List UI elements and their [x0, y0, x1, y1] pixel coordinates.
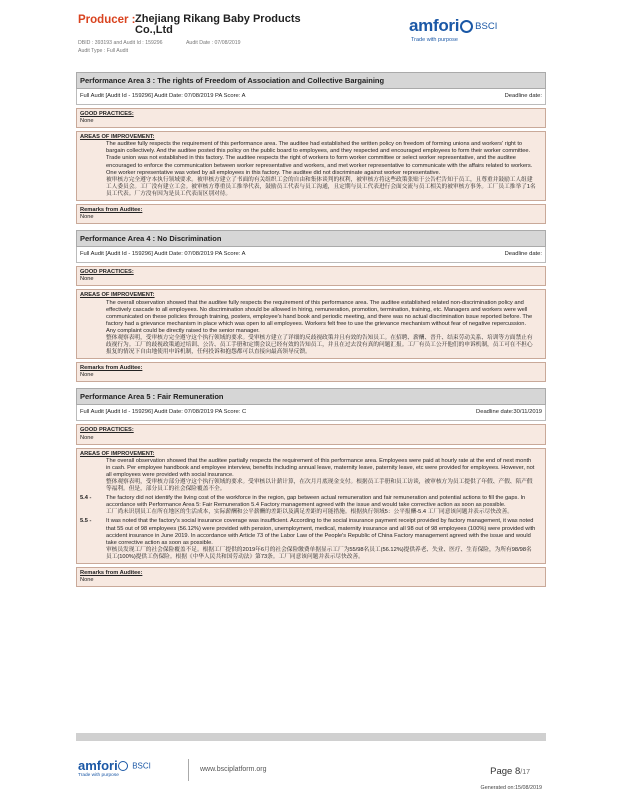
remarks-box [76, 567, 546, 587]
finding-number: 5.4 - [80, 495, 92, 502]
footer-logo-tagline: Trade with purpose [78, 773, 119, 778]
dbid-text: DBID : 393193 and Audit Id : 159296 [78, 40, 163, 46]
audit-date: Audit Date : 07/08/2019 [185, 40, 241, 46]
good-practices-label: GOOD PRACTICES: [80, 111, 134, 117]
finding-text-cn: 审核员发现工厂的社会保险覆盖不足。根据工厂提供的2019年6月的社会保险缴费单据显示工厂为55/98名员工(56.12%)提供养老、失业、医疗、生育保险，为所有98/98名员工(100%)提供工伤保险。根据《中华人民共和国劳动法》第73条。工厂同意该问题并表示尽快改善。 [106, 546, 532, 560]
areas-of-improvement-box [76, 448, 546, 564]
section-title: Performance Area 3 : The rights of Freedom of Association and Collective Bargaining [76, 72, 546, 89]
finding-number: 5.5 - [80, 518, 92, 525]
remarks-value: None [80, 372, 94, 379]
remarks-label: Remarks from Auditee: [80, 207, 143, 214]
report-body [76, 72, 546, 587]
areas-text-cn: 被审核方完全遵守本执行领域要求。被审核方建立了书面的有关组织工会的自由和集体谈判的权利，被审核方将这些政策张贴于公告栏告知于员工，且尊重并鼓励工人组建工人委员会。工厂没有建立工会。被审核方尊重员工推举代表，鼓励员工代表与员工沟通，且定期与员工代表进行会面交流与员工相关的被审核方事务。工厂员工推举了1名员工代表。厂方没有因为是员工代表而区别对待。 [106, 176, 536, 197]
performance-area-section [76, 388, 546, 587]
page-label: Page [490, 766, 513, 777]
audit-id-row [76, 247, 546, 263]
finding-text-en: The factory did not identify the living cost of the workforce in the region, gap between actual remuneration and fair remuneration and potential actions to fill the gaps. In accordance with Performance Area 5: Fair Remuneration 5.4 Factory management agreed with the issue and would take corrective action as soon as possible. [106, 495, 526, 509]
finding-text-cn: 工厂尚未识别员工在所在地区的生活成本，实际薪酬和公平薪酬的差距以及满足差距的可能措施。根据执行领域5：公平报酬-5.4 工厂同意该问题并表示尽快改善。 [106, 509, 513, 516]
audit-id-row [76, 89, 546, 105]
footer-logo-bsci: BSCI [132, 761, 151, 771]
page-number [490, 766, 530, 777]
audit-id-text: Full Audit [Audit Id - 159296] Audit Date: 07/08/2019 PA Score: C [80, 409, 247, 416]
footer-logo-wordmark: amfori [78, 758, 118, 773]
page-footer [78, 757, 548, 797]
finding-item [80, 518, 542, 561]
footer-logo-circle-icon [118, 761, 128, 771]
company-name: Zhejiang Rikang Baby Products Co.,Ltd [135, 13, 301, 36]
good-practices-box [76, 266, 546, 286]
horizontal-scrollbar[interactable] [76, 733, 546, 741]
audit-id-row [76, 405, 546, 421]
page-total: /17 [520, 769, 530, 776]
remarks-value: None [80, 214, 94, 221]
good-practices-value: None [80, 118, 94, 125]
areas-of-improvement-label: AREAS OF IMPROVEMENT: [80, 450, 155, 457]
areas-text-en: The overall observation showed that the auditee partially respects the requirement of this performance area. Employees were paid at hourly rate at the end of next month in cash. Per employee handbook and employee interview, benefits including annual leave, maternity leave, paternity leave, etc were provided for employees. However, not all employees were provided with social insurance. [106, 457, 535, 478]
good-practices-label: GOOD PRACTICES: [80, 427, 134, 434]
areas-text-cn: 整体观察表明，受审核方部分遵守这个执行领域的要求。受审核以计薪计算，在次月月底现金支付。根据员工手册和员工访谈，被审核方为员工提供了年假、产假、陪产假等福利。但是，部分员工的社会保险覆盖不全。 [106, 479, 533, 493]
good-practices-value: None [80, 434, 94, 441]
producer-label: Producer : [78, 14, 136, 26]
areas-text-en: The auditee fully respects the requirement of this performance area. The auditee had established the written policy on freedom of forming unions and workers' right to bargain collectively. And the auditee posted this policy on the public board to employees, and they respected and encouraged employees to form their worker committee. Trade union was not established in this factory. The auditee respects the right of workers to form worker committee or select worker representative, and the auditee encouraged to enforce the communication between worker representative and workers, and met worker representative to communicate with the affairs related to workers. One worker representative was voted by all employees in this factory. The auditee did not discriminate against worker representative. [106, 141, 533, 176]
remarks-box [76, 204, 546, 224]
areas-of-improvement-label: AREAS OF IMPROVEMENT: [80, 134, 155, 141]
deadline-date: Deadline date: [504, 93, 542, 99]
areas-text-en: The overall observation showed that the auditee fully respects the requirement of this performance area. The auditee established related non-discrimination policy and effectively cascade to all employees. No discrimination should be allowed in hiring, remuneration, promotion, termination, training, etc. Managers and workers were well communicated on these policies through training, posters, employee's hand book and periodic meeting, and there was no actual discrimination issue reported before. The factory had a grievance mechanism in place which was open to all employees. Workers felt free to use the grievance mechanism without fear of negative repercussion. Any complaint could be directly raised to the senior manager. [106, 299, 533, 334]
footer-website: www.bsciplatform.org [200, 766, 267, 773]
finding-text-en: It was noted that the factory's social insurance coverage was insufficient. According to the social insurance payment receipt provided by factory management, it was noted that 55 out of 98 employees (56.12%) were provided with pension, unemployment, medical, maternity insurance and all 98 out of 98 employees (100%) were provided with accident insurance in June 2019. In accordance with Article 73 of the Labor Law of the People's Republic of China Factory management agreed with the issue and would take corrective action as soon as possible. [106, 518, 536, 546]
good-practices-box [76, 424, 546, 444]
deadline-date: Deadline date: [504, 251, 542, 258]
audit-type: Audit Type : Full Audit [78, 48, 129, 54]
areas-of-improvement-box [76, 289, 546, 359]
page-current: 8 [514, 766, 521, 777]
good-practices-label: GOOD PRACTICES: [80, 269, 134, 276]
finding-item [80, 495, 542, 516]
logo-bsci: BSCI [475, 21, 498, 33]
remarks-box [76, 362, 546, 382]
footer-divider [188, 759, 189, 781]
areas-of-improvement-label: AREAS OF IMPROVEMENT: [80, 292, 155, 299]
amfori-logo [409, 16, 519, 48]
performance-area-section [76, 72, 546, 224]
remarks-value: None [80, 577, 94, 584]
footer-logo [78, 757, 548, 778]
audit-id-text: Full Audit [Audit Id - 159296] Audit Date: 07/08/2019 PA Score: A [80, 93, 246, 99]
deadline-date: Deadline date:30/11/2019 [476, 409, 542, 416]
dbid-line [78, 40, 240, 46]
logo-circle-icon [460, 20, 473, 33]
good-practices-box [76, 108, 546, 128]
audit-id-text: Full Audit [Audit Id - 159296] Audit Date: 07/08/2019 PA Score: A [80, 251, 246, 258]
section-title: Performance Area 4 : No Discrimination [76, 230, 546, 247]
generated-date: Generated on:15/08/2019 [480, 785, 542, 791]
report-header [78, 14, 558, 62]
good-practices-value: None [80, 276, 94, 283]
remarks-label: Remarks from Auditee: [80, 365, 143, 372]
remarks-label: Remarks from Auditee: [80, 570, 143, 577]
performance-area-section [76, 230, 546, 382]
logo-tagline: Trade with purpose [411, 37, 458, 43]
areas-text-cn: 整体观察表明，受审核方完全遵守这个执行领域的要求。受审核方建立了详细的反歧视政策并且有效的告知员工。在招聘、薪酬、晋升、结束劳动关系、培训等方面禁止有歧视行为。工厂的歧视政策通过培训、公告、员工手册和定期会议已经有效的告知员工，并且在过去没有真的问题汇报。工厂有员工公开他们的申诉机制，员工可在不担心报复的情况下自由地使用申诉机制，任何投诉和抱怨都可以直接向最高领导反馈。 [106, 334, 533, 356]
section-title: Performance Area 5 : Fair Remuneration [76, 388, 546, 405]
areas-of-improvement-box [76, 131, 546, 201]
logo-wordmark: amfori [409, 16, 460, 35]
